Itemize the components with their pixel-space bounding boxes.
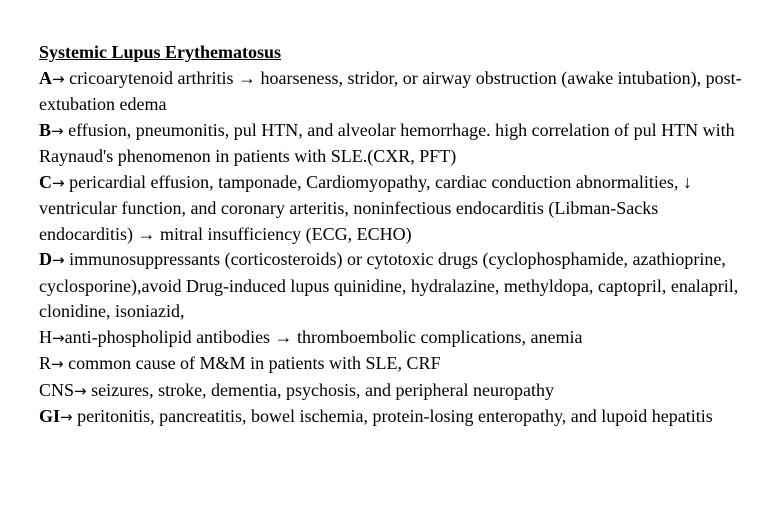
- arrow-icon: →: [60, 408, 73, 426]
- item-gi: [39, 404, 749, 431]
- item-text: peritonitis, pancreatitis, bowel ischemia, protein-losing enteropathy, and lupoid hepatitis: [72, 406, 713, 426]
- item-label: C: [39, 171, 52, 192]
- item-text: pericardial effusion, tamponade, Cardiomyopathy, cardiac conduction abnormalities, ↓ ventricular function, and coronary arteritis, noninfectious endocarditis (Libman-Sacks endocarditis) → mitral insufficiency (ECG, ECHO): [39, 171, 692, 244]
- arrow-icon: →: [52, 69, 65, 88]
- item-cns: [39, 378, 749, 405]
- item-drugs: [39, 247, 749, 325]
- slide-content: [39, 40, 749, 431]
- arrow-icon: →: [51, 121, 64, 140]
- item-text: immunosuppressants (corticosteroids) or cytotoxic drugs (cyclophosphamide, azathioprine, cyclosporine),avoid Drug-induced lupus quinidine, hydralazine, methyldopa, captopril, enalapril, clonidine, isoniazid,: [39, 249, 739, 321]
- item-hematologic: [39, 325, 749, 352]
- item-label: B: [39, 119, 52, 140]
- item-circulation: [39, 170, 749, 248]
- arrow-icon: →: [51, 355, 64, 373]
- item-text: effusion, pneumonitis, pul HTN, and alveolar hemorrhage. high correlation of pul HTN with Raynaud's phenomenon in patients with SLE.(CXR, PFT): [39, 119, 735, 166]
- arrow-icon: →: [52, 251, 65, 269]
- item-label: R: [39, 353, 52, 373]
- slide-title: Systemic Lupus Erythematosus: [39, 42, 282, 62]
- item-airway: [39, 66, 749, 118]
- item-renal: [39, 351, 749, 378]
- item-label: GI: [39, 406, 61, 426]
- item-text: cricoarytenoid arthritis → hoarseness, stridor, or airway obstruction (awake intubation), post-extubation edema: [39, 67, 742, 114]
- item-label: D: [39, 249, 52, 269]
- item-text: anti-phospholipid antibodies → thromboembolic complications, anemia: [64, 326, 583, 347]
- item-label: H: [39, 326, 52, 347]
- item-text: seizures, stroke, dementia, psychosis, and peripheral neuropathy: [86, 379, 554, 400]
- item-breathing: [39, 118, 749, 170]
- arrow-icon: →: [52, 173, 65, 192]
- arrow-icon: →: [52, 328, 65, 347]
- item-label: A: [39, 67, 52, 88]
- item-text: common cause of M&M in patients with SLE, CRF: [63, 353, 441, 373]
- arrow-icon: →: [74, 381, 87, 400]
- item-label: CNS: [39, 379, 75, 400]
